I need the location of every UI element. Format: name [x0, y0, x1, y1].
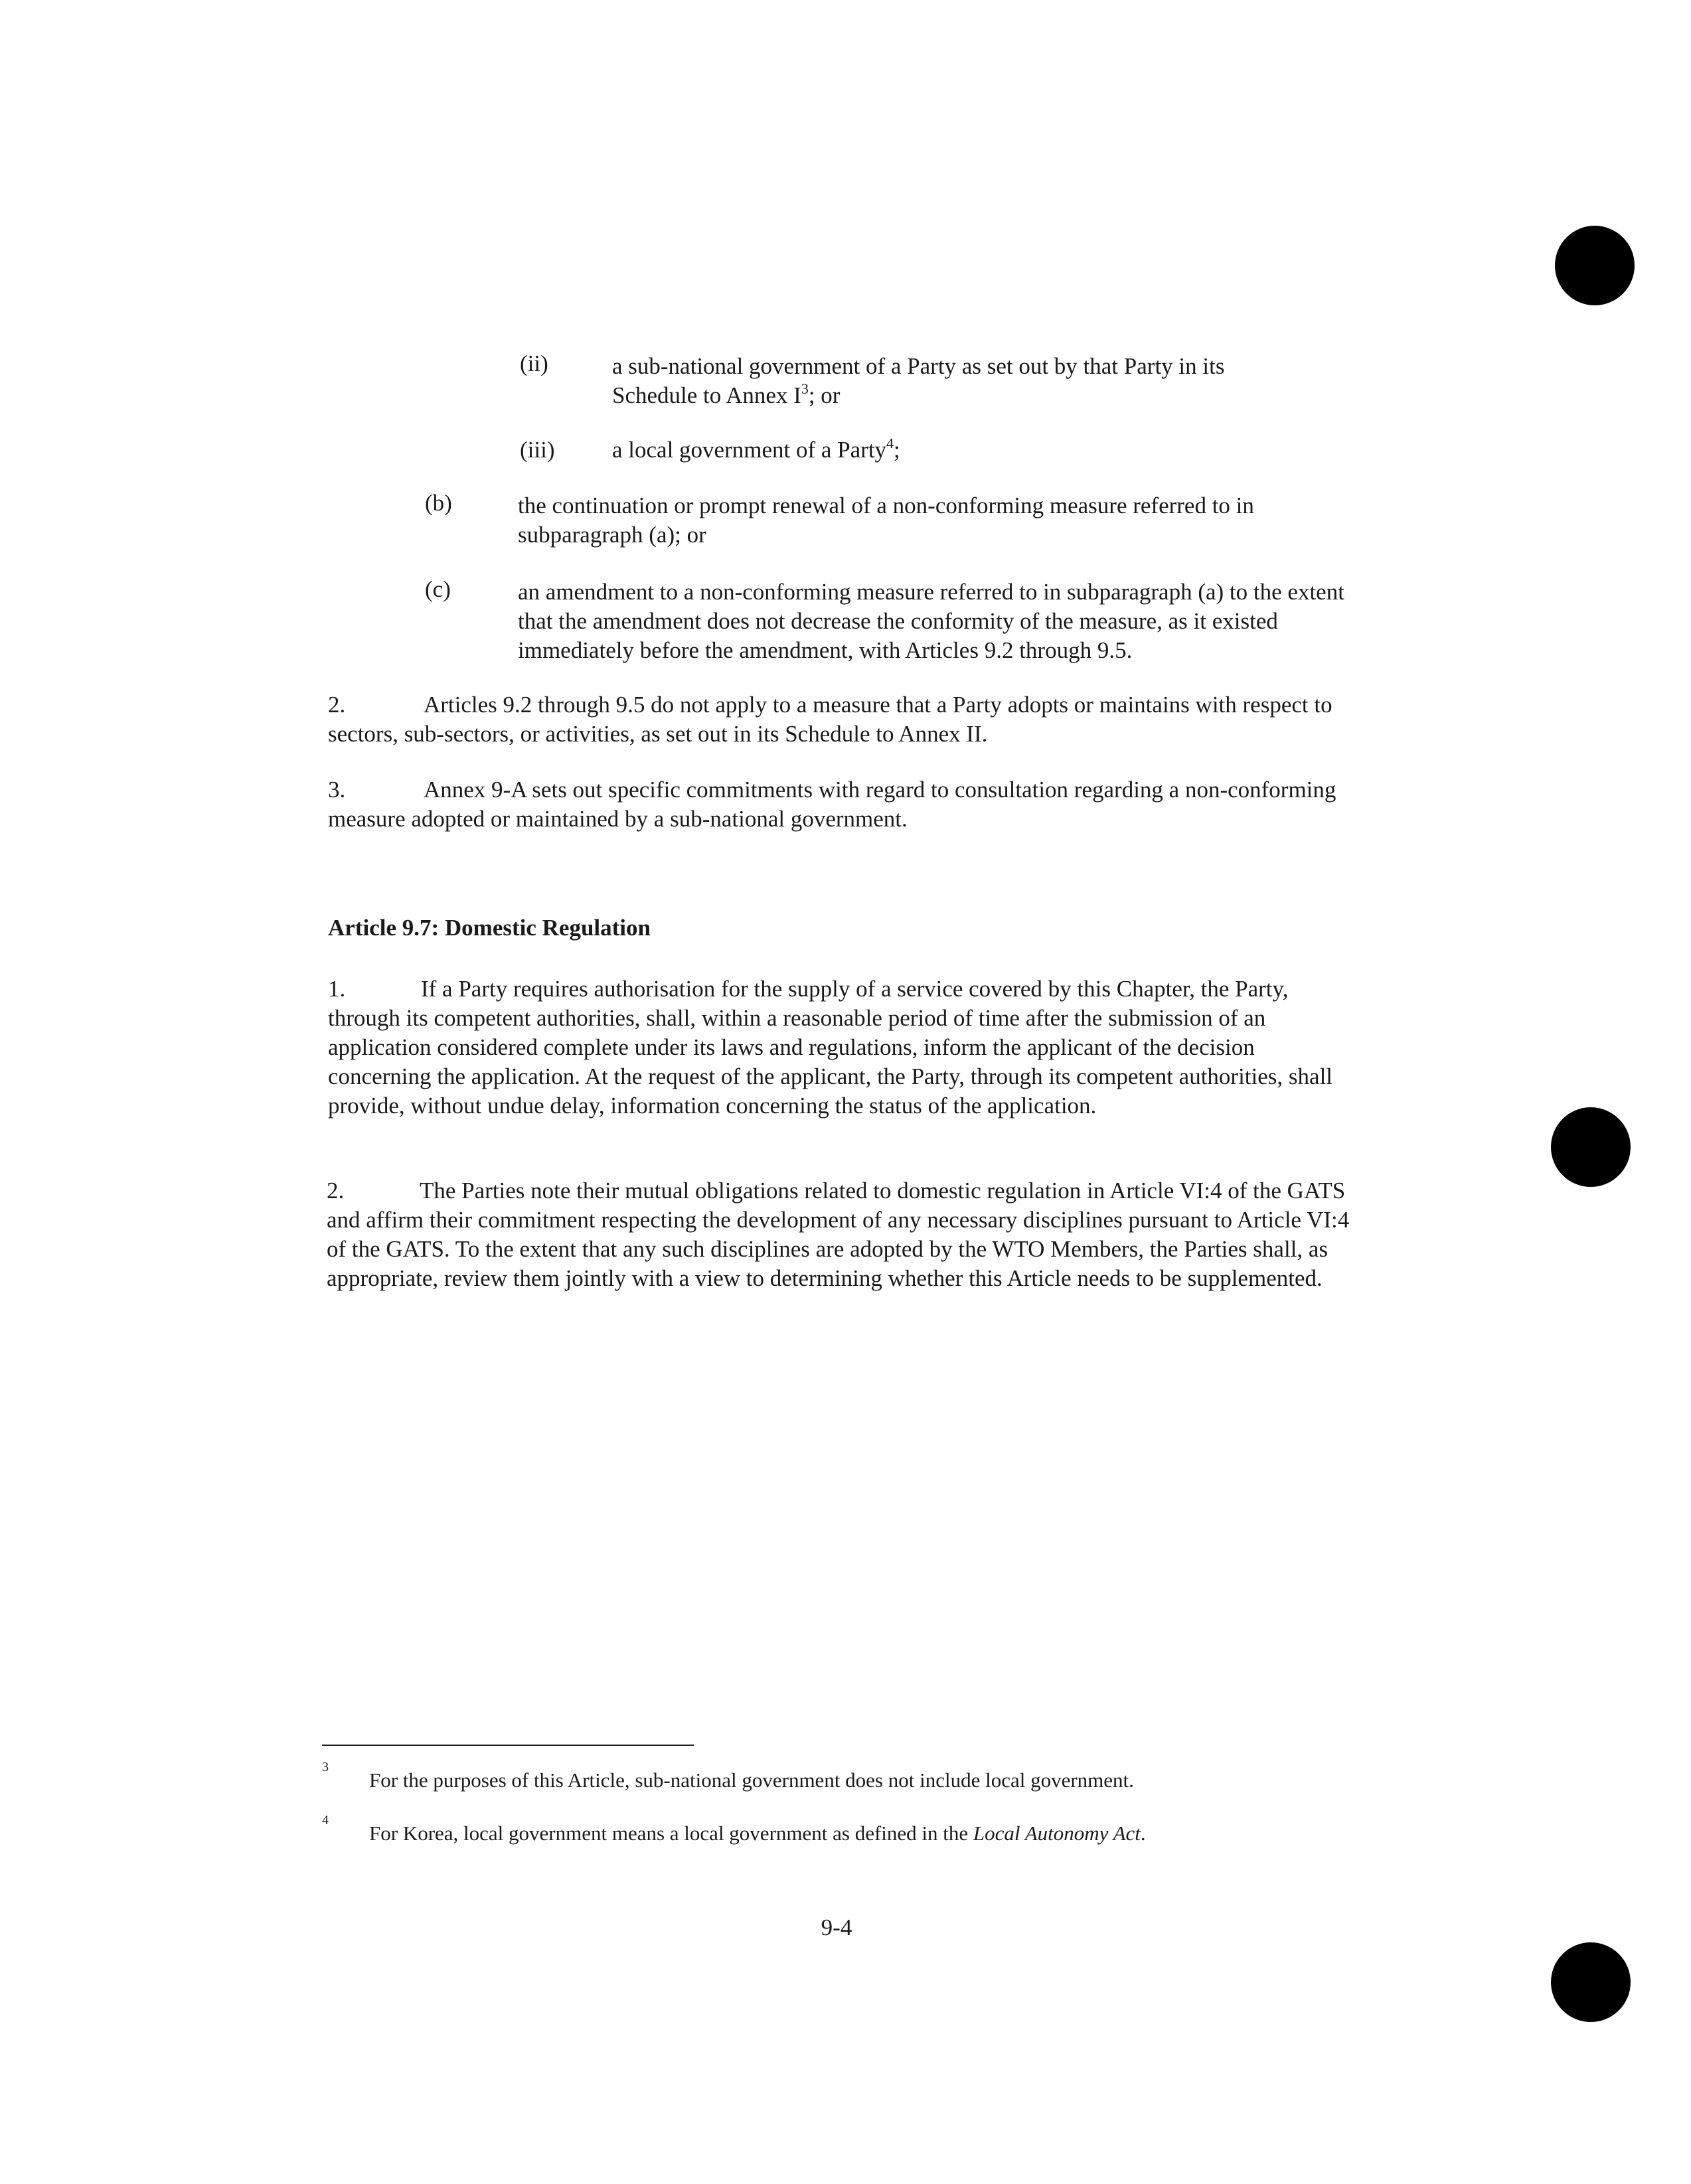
item-ii-text-line1: a sub-national government of a Party as set out by that Party in its [612, 353, 1225, 379]
paragraph-2-text: Articles 9.2 through 9.5 do not apply to a measure that a Party adopts or maintains with respect to sectors, sub-sectors, or activities, as set out in its Schedule to Annex II. [328, 692, 1332, 747]
item-iii-label: (iii) [520, 437, 555, 463]
article-paragraph-2-number: 2. [327, 1178, 345, 1204]
paragraph-3 [328, 775, 1337, 834]
footnote-4-text: For Korea, local government means a local government as defined in the Local Autonomy Act. [369, 1822, 1146, 1845]
paragraph-3-text: Annex 9-A sets out specific commitments with regard to consultation regarding a non-conforming measure adopted or maintained by a sub-national government. [328, 777, 1336, 832]
act-title: Local Autonomy Act [973, 1822, 1141, 1845]
footnote-ref-3[interactable]: 3 [801, 380, 809, 397]
punch-hole [1551, 1942, 1631, 2022]
article-paragraph-1-text: If a Party requires authorisation for the supply of a service covered by this Chapter, the Party, through its competent authorities, shall, within a reasonable period of time after the submission of an application considered complete under its laws and regulations, inform the applicant of the decision concerning the application. At the request of the applicant, the Party, through its competent authorities, shall provide, without undue delay, information concerning the status of the application. [328, 976, 1333, 1119]
footnote-3-number: 3 [322, 1760, 329, 1774]
article-paragraph-2 [327, 1176, 1354, 1293]
punch-hole [1551, 1107, 1631, 1187]
footnote-separator [322, 1745, 694, 1746]
item-c-text: an amendment to a non-conforming measure referred to in subparagraph (a) to the extent that the amendment does not decrease the conformity of the measure, as it existed immediately before the amendment, with Articles 9.2 through 9.5. [518, 579, 1344, 663]
paragraph-2 [328, 690, 1350, 749]
footnote-4-number: 4 [322, 1813, 329, 1828]
item-ii-label: (ii) [520, 351, 548, 376]
paragraph-2-number: 2. [328, 692, 346, 718]
footnote-3-text: For the purposes of this Article, sub-national government does not include local government. [369, 1768, 1134, 1792]
page-number: 9-4 [821, 1914, 852, 1940]
item-iii-text: a local government of a Party$^4$; [612, 435, 900, 463]
article-heading: Article 9.7: Domestic Regulation [328, 915, 651, 941]
punch-hole [1555, 226, 1635, 305]
article-paragraph-1-number: 1. [328, 976, 346, 1002]
item-b-label: (b) [425, 490, 452, 516]
article-paragraph-1 [328, 975, 1348, 1121]
footnote-ref-4[interactable]: 4 [886, 435, 894, 451]
paragraph-3-number: 3. [328, 777, 346, 803]
item-ii-text-line2: Schedule to Annex $I^3$; or [612, 380, 841, 408]
item-b-text: the continuation or prompt renewal of a non-conforming measure referred to in subparagraph (a); or [518, 493, 1254, 548]
item-c-label: (c) [425, 576, 451, 602]
article-paragraph-2-text: The Parties note their mutual obligations related to domestic regulation in Article VI:4 of the GATS and affirm their commitment respecting the development of any necessary disciplines pursuant to Article VI:4 of the GATS. To the extent that any such disciplines are adopted by the WTO Members, the Parties shall, as appropriate, review them jointly with a view to determining whether this Article needs to be supplemented. [327, 1178, 1350, 1291]
